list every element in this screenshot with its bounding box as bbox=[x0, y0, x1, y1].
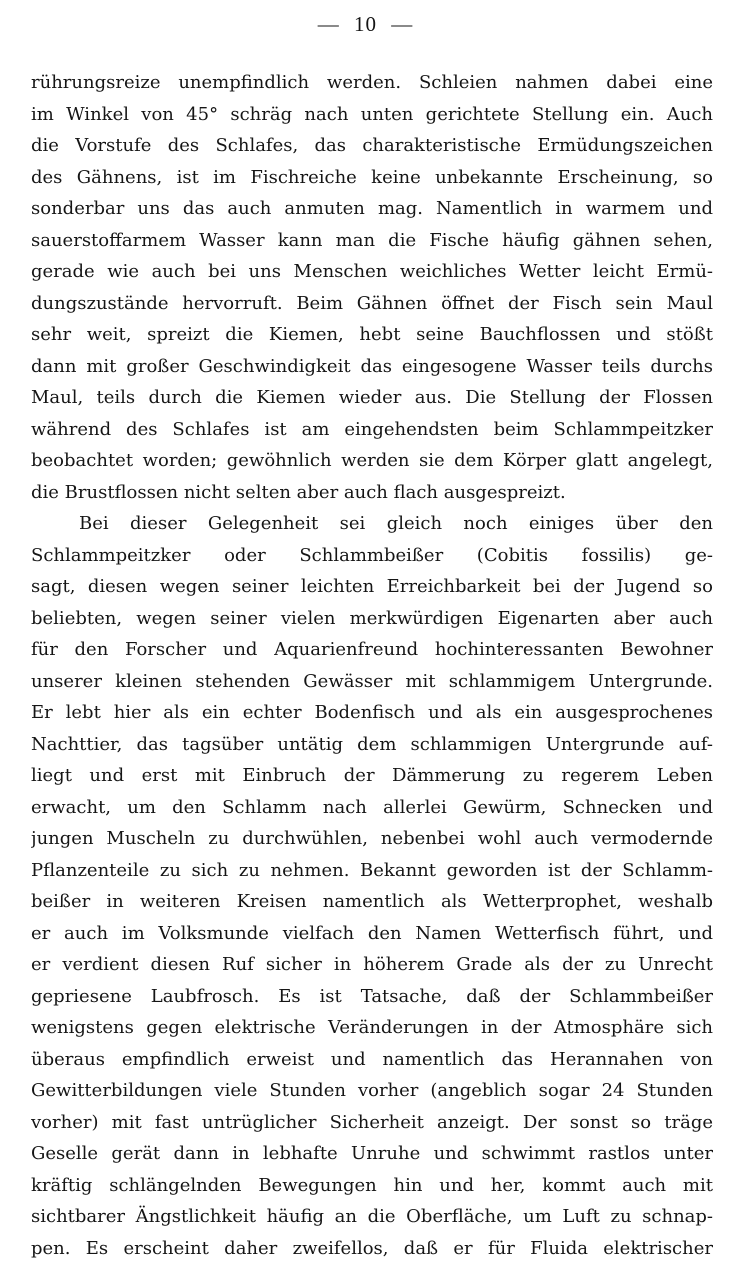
paragraph-1 bbox=[31, 67, 713, 508]
text-line: liegt und erst mit Einbruch der Dämmerung zu regerem Leben bbox=[31, 760, 713, 792]
text-line: sonderbar uns das auch anmuten mag. Namentlich in warmem und bbox=[31, 193, 713, 225]
paragraph-2 bbox=[31, 508, 713, 1264]
body-text bbox=[31, 67, 713, 1264]
text-line: erwacht, um den Schlamm nach allerlei Gewürm, Schnecken und bbox=[31, 792, 713, 824]
text-line: für den Forscher und Aquarienfreund hochinteressanten Bewohner bbox=[31, 634, 713, 666]
text-line: beliebten, wegen seiner vielen merkwürdigen Eigenarten aber auch bbox=[31, 603, 713, 635]
text-line: die Brustflossen nicht selten aber auch flach ausgespreizt. bbox=[31, 477, 713, 509]
text-line: Bei dieser Gelegenheit sei gleich noch einiges über den bbox=[31, 508, 713, 540]
text-line: beobachtet worden; gewöhnlich werden sie dem Körper glatt angelegt, bbox=[31, 445, 713, 477]
text-line: wenigstens gegen elektrische Veränderungen in der Atmosphäre sich bbox=[31, 1012, 713, 1044]
text-line: sauerstoffarmem Wasser kann man die Fische häufig gähnen sehen, bbox=[31, 225, 713, 257]
text-line: gerade wie auch bei uns Menschen weichliches Wetter leicht Ermü- bbox=[31, 256, 713, 288]
text-line: überaus empfindlich erweist und namentlich das Herannahen von bbox=[31, 1044, 713, 1076]
page-number bbox=[0, 12, 731, 37]
text-line: Nachttier, das tagsüber untätig dem schlammigen Untergrunde auf- bbox=[31, 729, 713, 761]
text-line: Schlammpeitzker oder Schlammbeißer (Cobitis fossilis) ge- bbox=[31, 540, 713, 572]
text-line: vorher) mit fast untrüglicher Sicherheit anzeigt. Der sonst so träge bbox=[31, 1107, 713, 1139]
text-line: Maul, teils durch die Kiemen wieder aus. Die Stellung der Flossen bbox=[31, 382, 713, 414]
page-number-dash-right: — bbox=[391, 12, 413, 37]
text-line: kräftig schlängelnden Bewegungen hin und her, kommt auch mit bbox=[31, 1170, 713, 1202]
text-line: er verdient diesen Ruf sicher in höherem Grade als der zu Unrecht bbox=[31, 949, 713, 981]
text-line: beißer in weiteren Kreisen namentlich als Wetterprophet, weshalb bbox=[31, 886, 713, 918]
text-line: rührungsreize unempfindlich werden. Schleien nahmen dabei eine bbox=[31, 67, 713, 99]
text-line: dungszustände hervorruft. Beim Gähnen öffnet der Fisch sein Maul bbox=[31, 288, 713, 320]
text-line: pen. Es erscheint daher zweifellos, daß er für Fluida elektrischer bbox=[31, 1233, 713, 1264]
text-line: Pflanzenteile zu sich zu nehmen. Bekannt geworden ist der Schlamm- bbox=[31, 855, 713, 887]
text-line: des Gähnens, ist im Fischreiche keine unbekannte Erscheinung, so bbox=[31, 162, 713, 194]
text-line: er auch im Volksmunde vielfach den Namen Wetterfisch führt, und bbox=[31, 918, 713, 950]
text-line: Gewitterbildungen viele Stunden vorher (angeblich sogar 24 Stunden bbox=[31, 1075, 713, 1107]
text-line: sichtbarer Ängstlichkeit häufig an die Oberfläche, um Luft zu schnap- bbox=[31, 1201, 713, 1233]
text-line: im Winkel von 45° schräg nach unten gerichtete Stellung ein. Auch bbox=[31, 99, 713, 131]
page-number-dash-left: — bbox=[318, 12, 340, 37]
text-line: Geselle gerät dann in lebhafte Unruhe und schwimmt rastlos unter bbox=[31, 1138, 713, 1170]
text-line: Er lebt hier als ein echter Bodenfisch und als ein ausgesprochenes bbox=[31, 697, 713, 729]
text-line: während des Schlafes ist am eingehendsten beim Schlammpeitzker bbox=[31, 414, 713, 446]
text-line: sehr weit, spreizt die Kiemen, hebt seine Bauchflossen und stößt bbox=[31, 319, 713, 351]
page-number-value: 10 bbox=[354, 12, 377, 36]
text-line: die Vorstufe des Schlafes, das charakteristische Ermüdungszeichen bbox=[31, 130, 713, 162]
text-line: unserer kleinen stehenden Gewässer mit schlammigem Untergrunde. bbox=[31, 666, 713, 698]
text-line: dann mit großer Geschwindigkeit das eingesogene Wasser teils durchs bbox=[31, 351, 713, 383]
text-line: gepriesene Laubfrosch. Es ist Tatsache, daß der Schlammbeißer bbox=[31, 981, 713, 1013]
text-line: jungen Muscheln zu durchwühlen, nebenbei wohl auch vermodernde bbox=[31, 823, 713, 855]
text-line: sagt, diesen wegen seiner leichten Erreichbarkeit bei der Jugend so bbox=[31, 571, 713, 603]
